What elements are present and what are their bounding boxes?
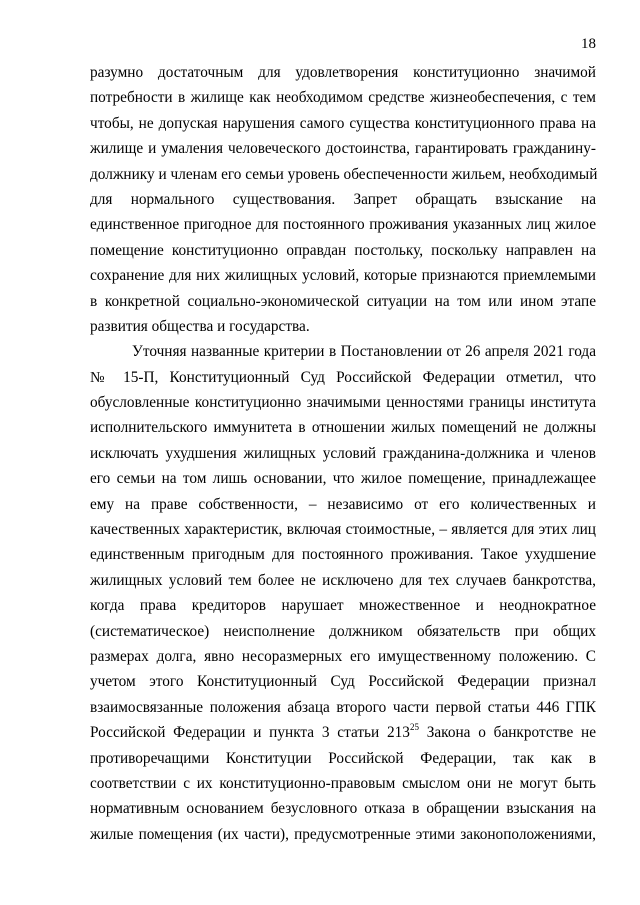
text-line: в конкретной социально-экономической ситуации на том или ином этапе <box>90 292 596 310</box>
paragraph-1 <box>90 60 596 339</box>
text-line: чтобы, не допуская нарушения самого существа конституционного права на <box>90 114 596 132</box>
text-line: единственное пригодное для постоянного проживания указанных лиц жилое <box>90 216 596 234</box>
text-line: соответствии с их конституционно-правовым смыслом они не могут быть <box>90 774 596 792</box>
text-line: нормативным основанием безусловного отказа в обращении взыскания на <box>90 800 596 818</box>
text-line: взаимосвязанные положения абзаца второго части первой статьи 446 ГПК <box>90 698 596 716</box>
text-line: его семьи на том лишь основании, что жилое помещение, принадлежащее <box>90 470 596 488</box>
text-line: разумно достаточным для удовлетворения конституционно значимой <box>90 64 596 81</box>
text-line: противоречащими Конституции Российской Федерации, так как в <box>90 749 596 767</box>
page-number: 18 <box>581 36 596 52</box>
text-line: жилище и умаления человеческого достоинства, гарантировать гражданину- <box>90 140 596 158</box>
paragraph-2 <box>90 339 596 847</box>
footnote-reference[interactable]: 25 <box>409 722 419 733</box>
body-text <box>90 60 596 847</box>
text-line: ему на праве собственности, – независимо от его количественных и <box>90 495 596 513</box>
text-line: (систематическое) неисполнение должником обязательств при общих <box>90 622 596 640</box>
text-line: обусловленные конституционно значимыми ценностями границы института <box>90 394 596 412</box>
text-segment: Российской Федерации и пункта 3 статьи 213 <box>90 724 410 742</box>
text-line: размерах долга, явно несоразмерных его имущественному положению. С <box>90 647 596 665</box>
text-line: Уточняя названные критерии в Постановлении от 26 апреля 2021 года <box>132 343 596 361</box>
text-line: когда права кредиторов нарушает множественное и неоднократное <box>90 597 596 615</box>
text-line: помещение конституционно оправдан постольку, поскольку направлен на <box>90 241 596 259</box>
text-line-footnote-ref <box>90 720 596 745</box>
text-line: единственным пригодным для постоянного проживания. Такое ухудшение <box>90 546 596 564</box>
text-line: жилищных условий тем более не исключено для тех случаев банкротства, <box>90 571 596 589</box>
text-line: развития общества и государства. <box>90 317 310 335</box>
text-line: потребности в жилище как необходимом средстве жизнеобеспечения, с тем <box>90 89 596 107</box>
text-line: жилые помещения (их части), предусмотренные этими законоположениями, <box>90 825 596 843</box>
text-line: сохранение для них жилищных условий, которые признаются приемлемыми <box>90 267 596 285</box>
text-line: № 15-П, Конституционный Суд Российской Федерации отметил, что <box>90 368 596 386</box>
text-line: учетом этого Конституционный Суд Российской Федерации признал <box>90 673 596 691</box>
text-segment: Закона о банкротстве не <box>418 724 596 742</box>
text-line: исключать ухудшения жилищных условий гражданина-должника и членов <box>90 444 596 462</box>
text-line: исполнительского иммунитета в отношении жилых помещений не должны <box>90 419 596 437</box>
text-line: для нормального существования. Запрет обращать взыскание на <box>90 190 596 208</box>
text-line: качественных характеристик, включая стоимостные, – является для этих лиц <box>90 521 596 539</box>
text-line: должнику и членам его семьи уровень обеспеченности жильем, необходимый <box>90 165 598 183</box>
